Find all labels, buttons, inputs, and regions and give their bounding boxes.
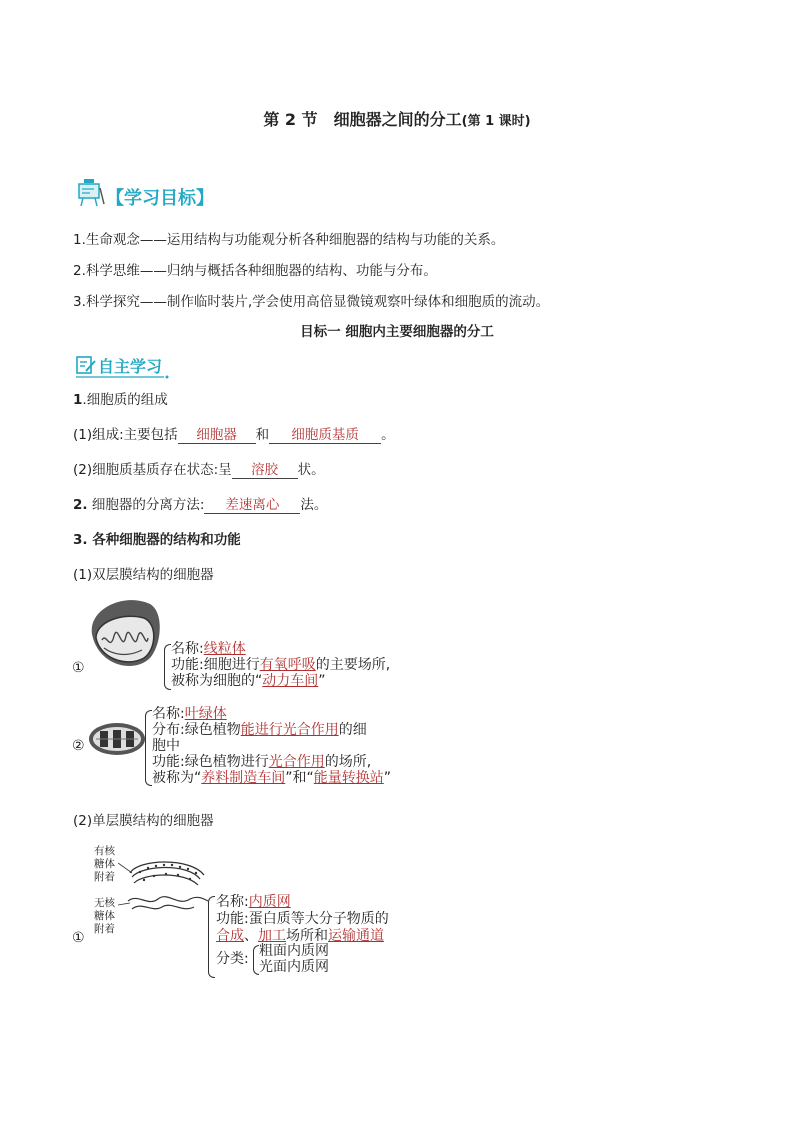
- er-image: [118, 855, 213, 920]
- chloro-alias-answer-1: 养料制造车间: [201, 770, 286, 786]
- er-func-sep: 、: [244, 928, 258, 944]
- mito-func-answer: 有氧呼吸: [259, 657, 316, 673]
- chloro-dist-answer: 能进行光合作用: [240, 722, 339, 738]
- section-1-num: 1: [73, 392, 83, 408]
- chloro-function: [152, 754, 371, 770]
- goal-1-heading: 目标一 细胞内主要细胞器的分工: [300, 324, 494, 340]
- er-func-answer-1: 合成: [216, 928, 244, 944]
- section-3-title: 各种细胞器的结构和功能: [87, 532, 241, 548]
- q2-prefix: (2)细胞质基质存在状态:呈: [73, 462, 232, 478]
- chloro-name-answer: 叶绿体: [184, 706, 227, 722]
- rough-label-line: 附着: [94, 871, 115, 883]
- section-1-text: .细胞质的组成: [82, 392, 168, 408]
- answer-organelle: 细胞器: [178, 423, 256, 444]
- section-3-num: 3.: [73, 532, 88, 548]
- chloro-name: [152, 706, 227, 722]
- section-2-prefix: 细胞器的分离方法:: [87, 497, 205, 513]
- smooth-label-line: 糖体: [94, 910, 115, 922]
- title-sub: (第 1 课时): [461, 114, 531, 129]
- er-name-answer: 内质网: [248, 894, 291, 910]
- smooth-er-label: [94, 897, 115, 936]
- section-2-num: 2.: [73, 497, 88, 513]
- rough-label-line: 有核: [94, 845, 115, 857]
- question-1-1: [73, 423, 395, 444]
- page-title: [0, 107, 794, 130]
- chloro-distribution-cont: 胞中: [152, 738, 180, 754]
- chloro-alias-end: ”: [383, 770, 392, 786]
- chloro-alias: [152, 770, 391, 786]
- mito-alias-end: ”: [318, 673, 326, 689]
- underline-decoration: [76, 374, 226, 380]
- q1-prefix: (1)组成:主要包括: [73, 427, 178, 443]
- self-study-label: 自主学习: [98, 357, 163, 376]
- answer-cytosol: 细胞质基质: [269, 423, 381, 444]
- chloro-func-label: 功能:绿色植物进行: [152, 754, 269, 770]
- mito-alias-answer: 动力车间: [262, 673, 319, 689]
- question-1-2: [73, 458, 325, 479]
- chloro-alias-answer-2: 能量转换站: [313, 770, 384, 786]
- title-main: 第 2 节 细胞器之间的分工: [263, 110, 462, 129]
- er-marker: ①: [72, 930, 85, 946]
- mitochondrion-image: [84, 594, 164, 674]
- mito-func-end: 的主要场所,: [315, 657, 391, 673]
- er-function-cont: [216, 928, 384, 944]
- mito-name-label: 名称:: [171, 641, 204, 657]
- single-membrane-heading: (2)单层膜结构的细胞器: [73, 813, 214, 829]
- chloro-distribution: [152, 722, 367, 738]
- brace: [145, 710, 152, 786]
- smooth-label-line: 无核: [94, 897, 115, 909]
- mito-marker: ①: [72, 660, 85, 676]
- er-name-label: 名称:: [216, 894, 249, 910]
- er-func-answer-3: 运输通道: [328, 928, 384, 944]
- chloroplast-image: [88, 721, 146, 757]
- objective-1: 1.生命观念——运用结构与功能观分析各种细胞器的结构与功能的关系。: [73, 232, 505, 248]
- q1-end: 。: [381, 427, 395, 443]
- chloro-alias-mid: ”和“: [285, 770, 314, 786]
- section-2: [73, 493, 327, 514]
- er-class-smooth: 光面内质网: [259, 959, 329, 975]
- chloro-func-answer: 光合作用: [268, 754, 325, 770]
- q1-mid: 和: [255, 427, 270, 443]
- chloro-marker: ②: [72, 738, 85, 754]
- rough-er-label: [94, 845, 115, 884]
- mito-func-label: 功能:细胞进行: [171, 657, 260, 673]
- mito-name-answer: 线粒体: [203, 641, 246, 657]
- section-2-end: 法。: [300, 497, 328, 513]
- smooth-label-line: 附着: [94, 923, 115, 935]
- pencil-note-icon: [76, 355, 96, 375]
- answer-centrifuge: 差速离心: [204, 493, 300, 514]
- mito-alias: [171, 673, 326, 689]
- objective-2: 2.科学思维——归纳与概括各种细胞器的结构、功能与分布。: [73, 263, 437, 279]
- chloro-alias-label: 被称为“: [152, 770, 202, 786]
- mito-function: [171, 657, 390, 673]
- mito-name: [171, 641, 246, 657]
- double-membrane-heading: (1)双层膜结构的细胞器: [73, 567, 214, 583]
- chloro-name-label: 名称:: [152, 706, 185, 722]
- mito-alias-label: 被称为细胞的“: [171, 673, 263, 689]
- objective-3: 3.科学探究——制作临时装片,学会使用高倍显微镜观察叶绿体和细胞质的流动。: [73, 294, 550, 310]
- brace: [208, 896, 215, 978]
- chloro-func-end: 的场所,: [324, 754, 372, 770]
- er-class-label: 分类:: [216, 951, 249, 967]
- er-func-answer-2: 加工: [258, 928, 286, 944]
- answer-sol: 溶胶: [232, 458, 298, 479]
- q2-end: 状。: [297, 462, 325, 478]
- rough-label-line: 糖体: [94, 858, 115, 870]
- section-1-title: [73, 388, 168, 408]
- er-name: [216, 894, 291, 910]
- board-icon: [78, 178, 106, 208]
- brace: [164, 644, 171, 690]
- chloro-dist-label: 分布:绿色植物: [152, 722, 241, 738]
- objectives-heading: 【学习目标】: [106, 188, 214, 209]
- section-3: [73, 528, 241, 548]
- er-func-mid: 场所和: [286, 928, 328, 944]
- chloro-dist-end: 的细: [338, 722, 367, 738]
- er-function: 功能:蛋白质等大分子物质的: [216, 911, 389, 927]
- er-class-rough: 粗面内质网: [259, 943, 329, 959]
